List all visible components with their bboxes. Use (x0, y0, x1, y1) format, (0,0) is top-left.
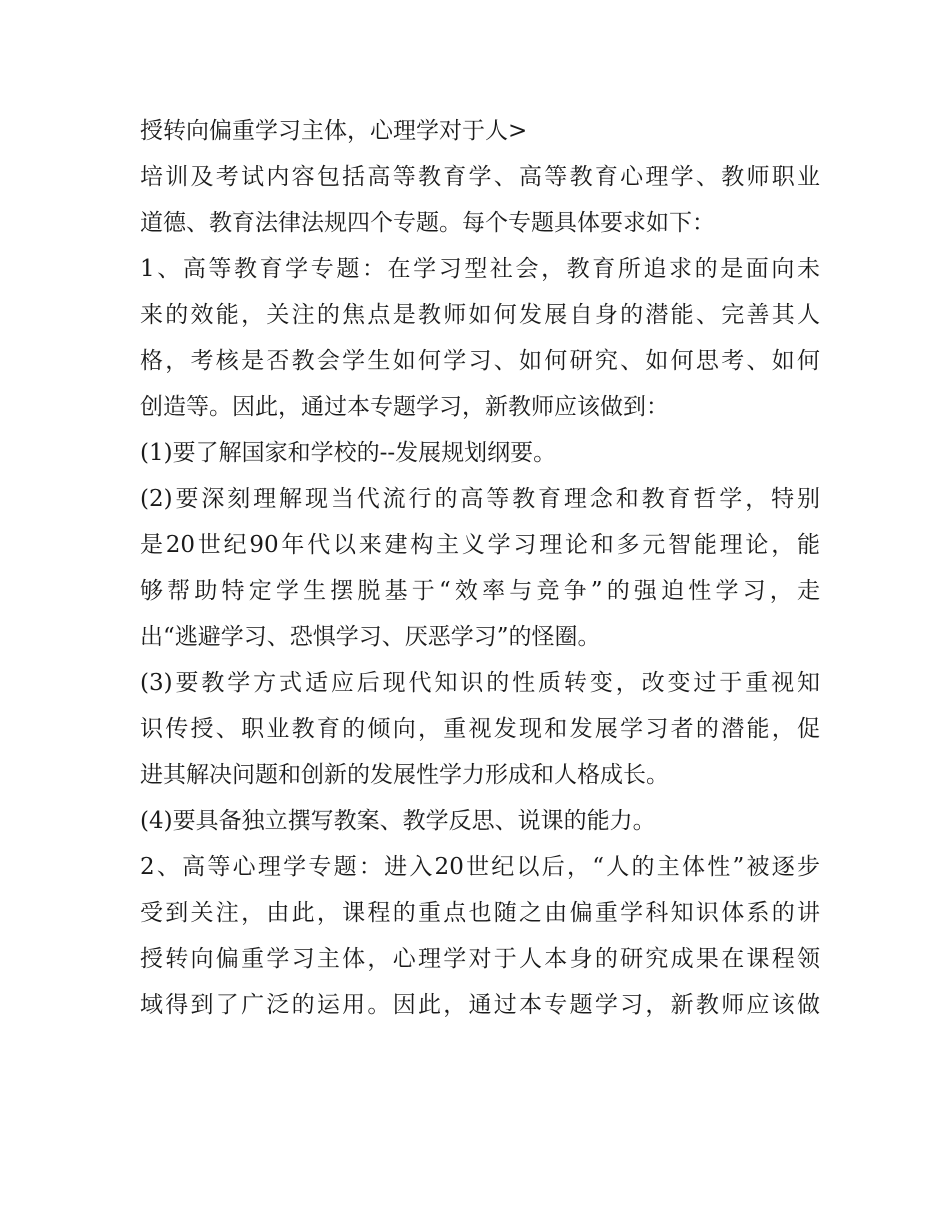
text-line: 受到关注，由此，课程的重点也随之由偏重学科知识体系的讲 (140, 900, 820, 926)
text-line: 授转向偏重学习主体，心理学对于人本身的研究成果在课程领 (140, 946, 820, 972)
text-line: 识传授、职业教育的倾向，重视发现和发展学习者的潜能，促 (140, 716, 820, 742)
text-line: 是20世纪90年代以来建构主义学习理论和多元智能理论，能 (140, 532, 820, 558)
text-line: 授转向偏重学习主体，心理学对于人> (140, 118, 528, 144)
text-line: 2、高等心理学专题：进入20世纪以后，“人的主体性”被逐步 (140, 854, 820, 880)
text-line: 格，考核是否教会学生如何学习、如何研究、如何思考、如何 (140, 348, 820, 374)
body-text (140, 108, 820, 1028)
text-line: 出“逃避学习、恐惧学习、厌恶学习”的怪圈。 (140, 624, 601, 650)
text-line: 道德、教育法律法规四个专题。每个专题具体要求如下： (140, 210, 715, 236)
text-line: 来的效能，关注的焦点是教师如何发展自身的潜能、完善其人 (140, 302, 820, 328)
text-line: (2)要深刻理解现当代流行的高等教育理念和教育哲学，特别 (140, 486, 820, 512)
text-line: 够帮助特定学生摆脱基于“效率与竞争”的强迫性学习，走 (140, 578, 820, 604)
text-line: 1、高等教育学专题：在学习型社会，教育所追求的是面向未 (140, 256, 820, 282)
text-line: (3)要教学方式适应后现代知识的性质转变，改变过于重视知 (140, 670, 820, 696)
text-line: (4)要具备独立撰写教案、教学反思、说课的能力。 (140, 808, 656, 834)
text-line: 创造等。因此，通过本专题学习，新教师应该做到： (140, 394, 669, 420)
text-line: 进其解决问题和创新的发展性学力形成和人格成长。 (140, 762, 669, 788)
text-line: (1)要了解国家和学校的--发展规划纲要。 (140, 440, 557, 466)
text-line: 域得到了广泛的运用。因此，通过本专题学习，新教师应该做 (140, 992, 820, 1018)
text-line: 培训及考试内容包括高等教育学、高等教育心理学、教师职业 (140, 164, 820, 190)
